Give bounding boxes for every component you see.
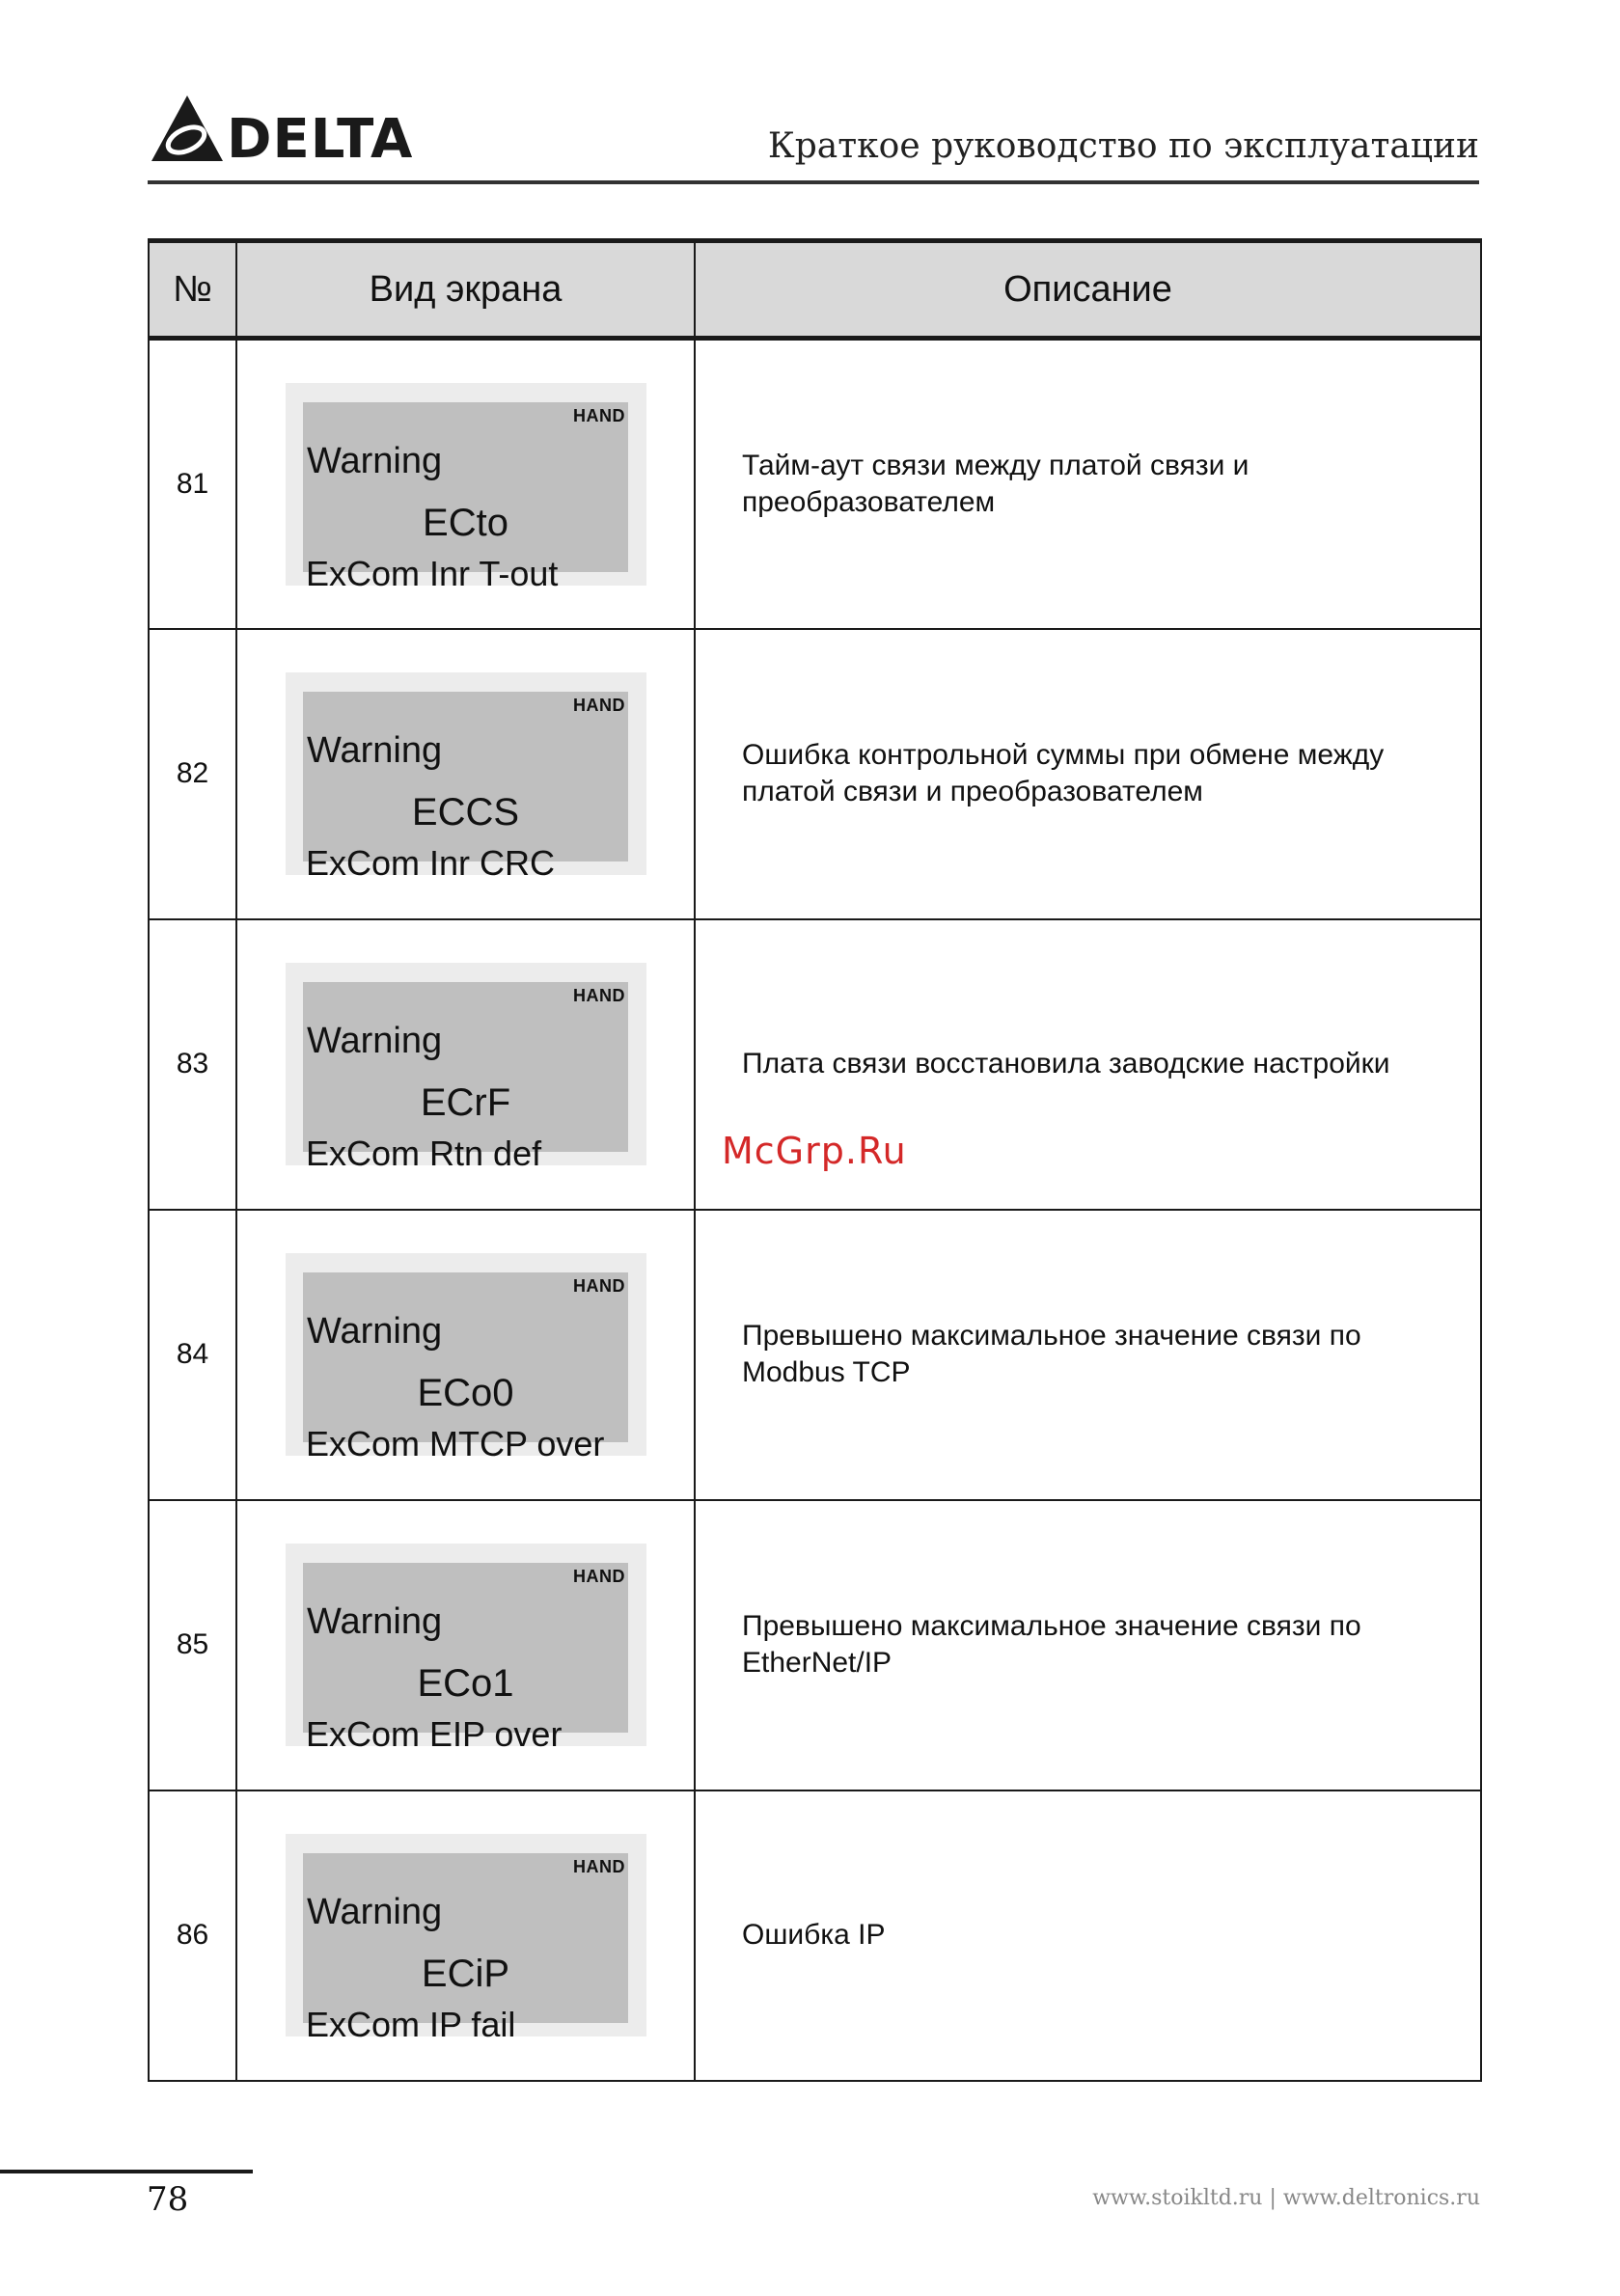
- lcd-mode-indicator: HAND: [573, 1567, 625, 1586]
- document-title: Краткое руководство по эксплуатации: [767, 126, 1479, 166]
- lcd-line-3: ExCom IP fail: [306, 2005, 516, 2044]
- lcd-mode-indicator: HAND: [573, 696, 625, 715]
- lcd-display: [286, 1544, 646, 1754]
- lcd-line-2: ECiP: [421, 1953, 510, 1995]
- footer-divider: [0, 2170, 253, 2173]
- lcd-mode-indicator: HAND: [573, 986, 625, 1005]
- page-number: 78: [147, 2180, 189, 2219]
- lcd-display: [286, 963, 646, 1173]
- screen-cell: [236, 629, 695, 919]
- watermark: McGrp.Ru: [722, 1130, 907, 1172]
- row-description: Превышено максимальное значение связи по Modbus TCP: [695, 1210, 1481, 1500]
- lcd-screen: [303, 692, 628, 883]
- table-row: [149, 339, 1481, 629]
- row-number: 86: [149, 1790, 236, 2081]
- lcd-line-3: ExCom EIP over: [306, 1714, 563, 1754]
- screen-cell: [236, 1500, 695, 1790]
- screen-cell: [236, 1210, 695, 1500]
- column-header-screen: Вид экрана: [236, 241, 695, 339]
- row-description: Плата связи восстановила заводские настройки: [695, 919, 1481, 1210]
- lcd-line-2: ECto: [423, 501, 508, 544]
- column-header-description: Описание: [695, 241, 1481, 339]
- lcd-screen: [303, 1853, 628, 2044]
- lcd-line-2: ECrF: [420, 1081, 511, 1124]
- row-description: Тайм-аут связи между платой связи и преобразователем: [695, 339, 1481, 629]
- row-number: 85: [149, 1500, 236, 1790]
- lcd-line-1: Warning: [307, 1021, 443, 1061]
- screen-cell: [236, 919, 695, 1210]
- lcd-line-3: ExCom Inr CRC: [306, 843, 556, 883]
- table-row: [149, 1210, 1481, 1500]
- lcd-line-2: ECCS: [411, 791, 520, 834]
- screen-cell: [236, 339, 695, 629]
- lcd-line-3: ExCom MTCP over: [306, 1424, 605, 1463]
- lcd-line-2: ECo1: [417, 1662, 514, 1705]
- lcd-line-1: Warning: [307, 440, 443, 481]
- page-header: [148, 92, 1479, 184]
- header-divider: [148, 180, 1479, 184]
- lcd-line-1: Warning: [307, 1601, 443, 1642]
- lcd-line-2: ECo0: [417, 1372, 514, 1414]
- row-number: 82: [149, 629, 236, 919]
- delta-logo: [148, 92, 414, 171]
- lcd-line-3: ExCom Rtn def: [306, 1134, 542, 1173]
- lcd-display: [286, 672, 646, 883]
- screen-cell: [236, 1790, 695, 2081]
- lcd-line-3: ExCom Inr T-out: [306, 553, 559, 593]
- lcd-mode-indicator: HAND: [573, 405, 625, 425]
- lcd-screen: [303, 1563, 628, 1754]
- lcd-display: [286, 1253, 646, 1463]
- lcd-display: [286, 1834, 646, 2044]
- table-row: [149, 629, 1481, 919]
- lcd-line-1: Warning: [307, 1892, 443, 1932]
- row-description: Ошибка IP: [695, 1790, 1481, 2081]
- lcd-screen: [303, 982, 628, 1173]
- lcd-screen: [303, 402, 628, 593]
- table-row: [149, 1500, 1481, 1790]
- row-description: Превышено максимальное значение связи по EtherNet/IP: [695, 1500, 1481, 1790]
- lcd-mode-indicator: HAND: [573, 1276, 625, 1296]
- row-number: 84: [149, 1210, 236, 1500]
- lcd-display: [286, 383, 646, 593]
- lcd-mode-indicator: HAND: [573, 1857, 625, 1876]
- lcd-screen: [303, 1272, 628, 1463]
- delta-triangle-icon: [148, 92, 227, 169]
- table-row: [149, 1790, 1481, 2081]
- lcd-line-1: Warning: [307, 1311, 443, 1352]
- row-number: 81: [149, 339, 236, 629]
- footer-links: www.stoikltd.ru | www.deltronics.ru: [1092, 2186, 1480, 2210]
- row-number: 83: [149, 919, 236, 1210]
- table-header-row: [149, 241, 1481, 339]
- lcd-line-1: Warning: [307, 730, 443, 771]
- column-header-number: №: [149, 241, 236, 339]
- logo-text: DELTA: [227, 108, 414, 171]
- row-description: Ошибка контрольной суммы при обмене между платой связи и преобразователем: [695, 629, 1481, 919]
